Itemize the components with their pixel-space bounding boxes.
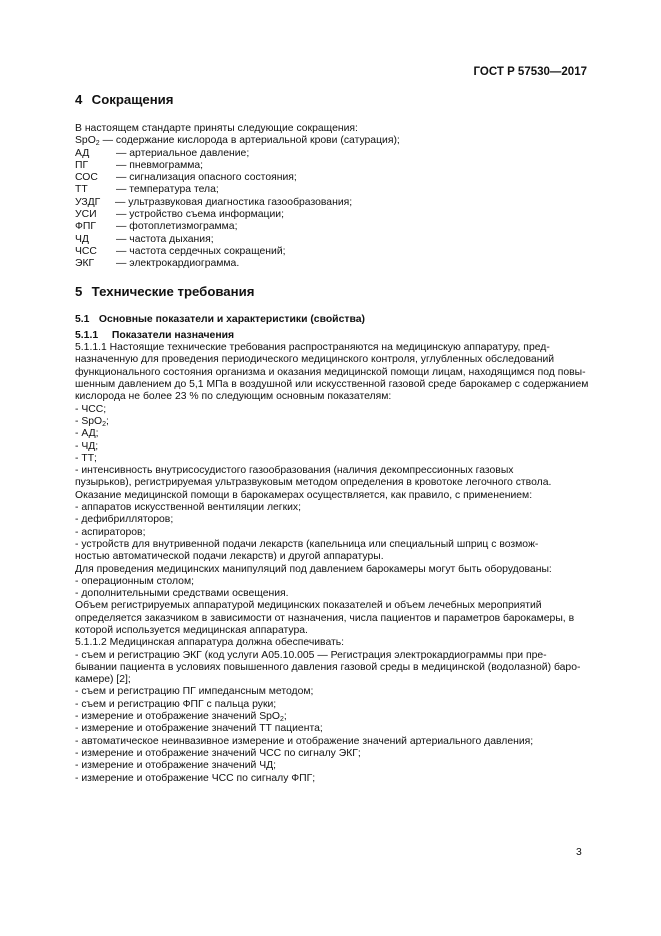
- abbreviation-definition: — фотоплетизмограмма;: [116, 221, 238, 233]
- paragraph-line: назначенную для проведения периодического медицинского контроля, углубленных обследований: [75, 354, 555, 366]
- section-5-heading: [75, 284, 586, 300]
- abbreviation-term: УЗДГ: [75, 196, 101, 208]
- abbreviation-row: [75, 172, 586, 184]
- abbreviations-intro: В настоящем стандарте приняты следующие сокращения:: [75, 123, 358, 134]
- abbreviation-term: ЭКГ: [75, 258, 95, 270]
- abbreviation-row: [75, 197, 586, 209]
- paragraph-line: - устройств для внутривенной подачи лекарств (капельница или специальный шприц с возмож-: [75, 538, 539, 550]
- abbreviation-row: [75, 209, 586, 221]
- paragraph-line: функционального состояния организма и оказания медицинской помощи лицам, находящимся под повы-: [75, 366, 586, 378]
- abbreviation-row: [75, 148, 586, 160]
- abbreviation-definition: — частота дыхания;: [116, 233, 214, 245]
- abbreviation-row: [75, 221, 586, 233]
- requirement-spo2-text: - измерение и отображение значений SpO: [75, 711, 280, 723]
- abbreviation-term: ЧСС: [75, 245, 97, 257]
- abbreviation-definition: — пневмограмма;: [116, 159, 204, 171]
- clause-5-1-1-2: 5.1.1.2 Медицинская аппаратура должна обеспечивать:: [75, 637, 345, 649]
- indicator-spo2-text: - SpO: [75, 415, 103, 427]
- abbreviation-definition: — сигнализация опасного состояния;: [116, 172, 297, 184]
- paragraph-line: ностью автоматической подачи лекарств) и другой аппаратуры.: [75, 551, 384, 563]
- equipment-item: - операционным столом;: [75, 575, 194, 587]
- abbreviation-term: ЧД: [75, 233, 89, 245]
- indicator-item: - ТТ;: [75, 452, 97, 464]
- medical-help-item: - дефибрилляторов;: [75, 514, 174, 526]
- abbreviation-term: АД: [75, 147, 90, 159]
- abbreviation-row: [75, 258, 586, 270]
- paragraph-line: пузырьков), регистрируемая ультразвуковым методом определения в кровотоке легочного ствола.: [75, 477, 552, 489]
- paragraph-line: которой используется медицинская аппаратура.: [75, 624, 308, 636]
- requirement-item-spo2: [75, 711, 586, 723]
- abbreviation-definition: — устройство съема информации;: [116, 209, 284, 221]
- abbreviation-row: [75, 160, 586, 172]
- requirement-spo2-end: ;: [283, 711, 287, 723]
- paragraph-line: камере) [2];: [75, 674, 131, 686]
- indicator-item: - АД;: [75, 428, 99, 440]
- indicator-item: - ЧСС;: [75, 403, 107, 415]
- equipment-intro: Для проведения медицинских манипуляций под давлением барокамеры могут быть оборудованы:: [75, 563, 552, 575]
- subsection-5-1-heading: [75, 314, 586, 326]
- subsection-5-1-1-title: Показатели назначения: [111, 329, 235, 341]
- paragraph-line: бывании пациента в условиях повышенного давления газовой среды в медицинской (водолазной) баро-: [75, 661, 581, 673]
- paragraph-line: - интенсивность внутрисосудистого газообразования (наличия декомпрессионных газовых: [75, 465, 514, 477]
- standard-header: ГОСТ Р 57530—2017: [473, 66, 587, 78]
- indicator-item-spo2: [75, 416, 586, 428]
- paragraph-line: определяется заказчиком в зависимости от назначения, числа пациентов и параметров барокамеры, в: [75, 612, 575, 624]
- abbreviation-term: СОС: [75, 172, 98, 184]
- requirement-item: - съем и регистрацию ПГ импедансным методом;: [75, 686, 314, 698]
- page-number: 3: [576, 847, 582, 858]
- section-4-heading: [75, 92, 586, 108]
- requirement-item: - измерение и отображение ЧСС по сигналу ФПГ;: [75, 772, 316, 784]
- requirement-item: - автоматическое неинвазивное измерение и отображение значений артериального давления;: [75, 735, 534, 747]
- section-4-title: Сокращения: [91, 92, 174, 107]
- subsection-5-1-1-number: 5.1.1: [75, 329, 99, 341]
- abbreviation-term: ПГ: [75, 159, 89, 171]
- section-4-number: 4: [75, 92, 83, 107]
- requirement-item: - измерение и отображение значений ЧД;: [75, 760, 277, 772]
- section-5-title: Технические требования: [91, 283, 255, 299]
- medical-help-item: - аппаратов искусственной вентиляции легких;: [75, 502, 302, 514]
- paragraph-line: шенным давлением до 5,1 МПа в воздушной или искусственной газовой среде барокамер с содержанием: [75, 379, 589, 391]
- paragraph-line: кислорода не более 23 % по следующим основным показателям:: [75, 391, 392, 403]
- abbreviation-definition: — ультразвуковая диагностика газообразования;: [115, 196, 353, 208]
- abbreviation-spo2: [75, 135, 586, 147]
- paragraph-line: - съем и регистрацию ЭКГ (код услуги А05.10.005 — Регистрация электрокардиограммы при пре-: [75, 649, 547, 661]
- requirement-item: - измерение и отображение значений ТТ пациента;: [75, 723, 323, 735]
- abbreviation-row: [75, 184, 586, 196]
- abbreviation-spo2-definition: — содержание кислорода в артериальной крови (сатурация);: [99, 135, 400, 147]
- subsection-5-1-number: 5.1: [75, 313, 90, 325]
- abbreviation-definition: — температура тела;: [116, 184, 219, 196]
- abbreviation-definition: — электрокардиограмма.: [116, 258, 240, 270]
- abbreviation-term: ФПГ: [75, 221, 96, 233]
- paragraph-line: Объем регистрируемых аппаратурой медицинских показателей и объем лечебных мероприятий: [75, 600, 542, 612]
- abbreviation-term: ТТ: [75, 184, 88, 196]
- indicator-spo2-subscript: 2: [102, 420, 107, 428]
- page-content: [75, 92, 589, 785]
- abbreviation-row: [75, 234, 586, 246]
- requirement-item: - измерение и отображение значений ЧСС по сигналу ЭКГ;: [75, 747, 361, 759]
- paragraph-line: 5.1.1.1 Настоящие технические требования распространяются на медицинскую аппаратуру, пред-: [75, 342, 550, 354]
- abbreviation-spo2-subscript: 2: [95, 140, 100, 148]
- requirement-item: - съем и регистрацию ФПГ с пальца руки;: [75, 698, 277, 710]
- abbreviation-definition: — артериальное давление;: [116, 147, 250, 159]
- requirement-spo2-subscript: 2: [279, 716, 284, 724]
- medical-help-item: - аспираторов;: [75, 526, 146, 538]
- subsection-5-1-1-heading: [75, 330, 586, 342]
- section-5-number: 5: [75, 283, 83, 299]
- equipment-item: - дополнительными средствами освещения.: [75, 588, 289, 600]
- abbreviation-spo2-term: SpO: [75, 135, 96, 147]
- abbreviation-row: [75, 246, 586, 258]
- medical-help-intro: Оказание медицинской помощи в барокамерах осуществляется, как правило, с применением:: [75, 489, 533, 501]
- subsection-5-1-title: Основные показатели и характеристики (свойства): [98, 313, 365, 325]
- abbreviation-term: УСИ: [75, 209, 97, 221]
- indicator-spo2-end: ;: [106, 415, 109, 427]
- indicator-item: - ЧД;: [75, 440, 99, 452]
- abbreviation-definition: — частота сердечных сокращений;: [116, 245, 286, 257]
